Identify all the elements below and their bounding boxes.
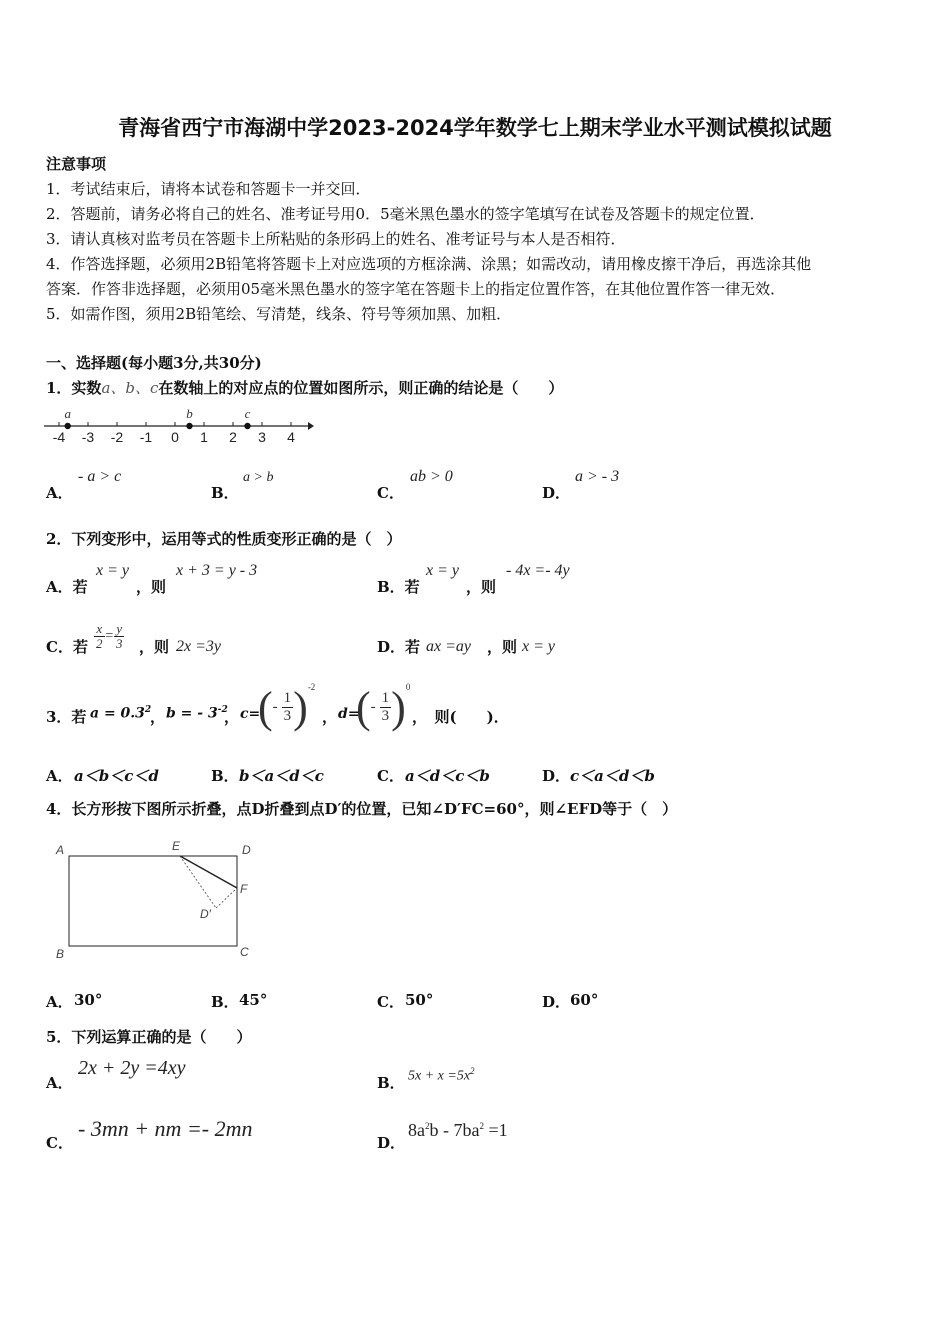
page-title: 青海省西宁市海湖中学2023-2024学年数学七上期末学业水平测试模拟试题 <box>118 116 832 140</box>
q1-option-b-label: B． <box>211 484 239 502</box>
q4-option-a-value: 30° <box>74 991 103 1009</box>
q4-option-d-value: 60° <box>570 991 599 1009</box>
point-label-b: b <box>186 406 193 421</box>
q1-option-a-label: A． <box>46 484 73 502</box>
q3-option-b-expr: b＜a＜d＜c <box>239 767 324 785</box>
q3-b-def: b = - $3^{-2}$ <box>166 705 228 722</box>
q2-option-a-then: ，则 <box>136 578 167 596</box>
q4-option-b-value: 45° <box>239 991 268 1009</box>
q3-option-d-expr: c＜a＜d＜b <box>570 767 655 785</box>
q2-option-c-then: ，则 <box>139 638 170 656</box>
q1-stem: 1．实数a、b、c在数轴上的对应点的位置如图所示，则正确的结论是（ ） <box>46 379 564 397</box>
label-a: A <box>56 843 65 857</box>
q3-stem-lead: 3．若 <box>46 708 87 726</box>
tick-label: 4 <box>287 429 295 445</box>
notice-item: 4．作答选择题，必须用2B铅笔将答题卡上对应选项的方框涂满、涂黑；如需改动，请用橡皮擦干净后，再选涂其他 <box>46 255 812 273</box>
q3-option-c-label: C． <box>377 767 404 785</box>
q5-option-a-expr: 2x + 2y =4xy <box>78 1057 186 1079</box>
q3-separator: ， <box>150 708 166 726</box>
q2-option-b-then: ，则 <box>466 578 497 596</box>
tick-label: -3 <box>81 429 95 445</box>
label-d: D <box>242 843 251 857</box>
q5-option-a-label: A． <box>46 1074 73 1092</box>
label-e: E <box>172 839 181 853</box>
q2-option-b-result: - 4x =- 4y <box>506 562 570 579</box>
notice-item: 5．如需作图，须用2B铅笔绘、写清楚，线条、符号等须加黑、加粗． <box>46 305 512 323</box>
q2-option-b-cond: x = y <box>426 562 459 579</box>
q1-option-c-label: C． <box>377 484 404 502</box>
q1-option-d-label: D． <box>542 484 571 502</box>
tick-label: -2 <box>110 429 124 445</box>
q5-option-d-expr: $8a^2b - 7ba^2 =1$ <box>408 1120 508 1140</box>
tick-label: 1 <box>200 429 208 445</box>
q4-option-a-label: A． <box>46 993 73 1011</box>
q4-option-c-value: 50° <box>405 991 434 1009</box>
q5-option-b-label: B． <box>377 1074 405 1092</box>
q2-option-b-label: B．若 <box>377 578 420 596</box>
notice-item: 1．考试结束后，请将本试卷和答题卡一并交回． <box>46 180 371 198</box>
q3-separator: ， <box>224 708 240 726</box>
point-label-a: a <box>64 406 71 421</box>
notice-item: 2．答题前，请务必将自己的姓名、准考证号用0．5毫米黑色墨水的签字笔填写在试卷及答题卡的规定位置． <box>46 205 765 223</box>
q4-option-d-label: D． <box>542 993 571 1011</box>
point-c <box>244 423 250 429</box>
q5-option-c-label: C． <box>46 1134 73 1152</box>
rectangle-fold-figure <box>50 836 270 966</box>
q3-separator: ， <box>322 708 338 726</box>
number-line <box>42 398 317 448</box>
q2-option-a-result: x + 3 = y - 3 <box>176 562 258 579</box>
notice-item: 3．请认真核对监考员在答题卡上所粘贴的条形码上的姓名、准考证号与本人是否相符． <box>46 230 626 248</box>
q5-option-c-expr: - 3mn + nm =- 2mn <box>78 1116 253 1141</box>
q2-option-a-label: A．若 <box>46 578 88 596</box>
q3-option-c-expr: a＜d＜c＜b <box>405 767 490 785</box>
q3-option-b-label: B． <box>211 767 239 785</box>
q2-option-d-label: D．若 <box>377 638 421 656</box>
q4-option-c-label: C． <box>377 993 404 1011</box>
label-c: C <box>240 945 249 959</box>
label-f: F <box>240 882 248 896</box>
point-b <box>186 423 192 429</box>
q3-option-d-label: D． <box>542 767 571 785</box>
q1-option-a-expr: - a > c <box>78 468 122 485</box>
q1-option-c-expr: ab > 0 <box>410 468 453 485</box>
q1-option-b-expr: a > b <box>243 470 274 485</box>
q4-stem: 4．长方形按下图所示折叠，点D折叠到点D′的位置，已知∠D′FC=60°，则∠EFD等于（ ） <box>46 800 678 818</box>
q1-option-d-expr: a > - 3 <box>575 468 620 485</box>
label-d-prime: D′ <box>200 907 211 921</box>
q2-option-d-cond: ax =ay <box>426 638 471 655</box>
q3-option-a-label: A． <box>46 767 73 785</box>
q2-stem: 2．下列变形中，运用等式的性质变形正确的是（ ） <box>46 530 402 548</box>
q2-option-d-then: ，则 <box>487 638 518 656</box>
tick-label: 2 <box>229 429 237 445</box>
point-label-c: c <box>244 406 251 421</box>
section-heading: 一、选择题(每小题3分,共30分) <box>46 354 262 372</box>
q3-a-def: $a = 0.3^2$ <box>90 705 152 722</box>
q5-option-d-label: D． <box>377 1134 406 1152</box>
q3-stem-tail: ， 则( )． <box>412 708 509 726</box>
tick-label: -4 <box>52 429 66 445</box>
q2-option-d-result: x = y <box>522 638 555 655</box>
notice-heading: 注意事项 <box>46 155 107 173</box>
tick-label: 0 <box>171 429 179 445</box>
q3-option-a-expr: a＜b＜c＜d <box>74 767 159 785</box>
tick-label: -1 <box>139 429 153 445</box>
point-a <box>65 423 71 429</box>
q5-option-b-expr: $5x + x =5x^2$ <box>408 1066 475 1084</box>
label-b: B <box>56 947 65 961</box>
tick-label: 3 <box>258 429 266 445</box>
q3-d-expr: (- $\frac{1}{3}$ )$^0$ <box>356 682 411 732</box>
q2-option-a-cond: x = y <box>96 562 129 579</box>
q3-c-def: c= <box>240 706 261 722</box>
q2-option-c-cond: $\frac{x}{2}$ = $\frac{y}{3}$ <box>96 621 123 651</box>
notice-item: 答案．作答非选择题，必须用05毫米黑色墨水的签字笔在答题卡上的指定位置作答，在其他位置作答一律无效． <box>46 280 786 298</box>
q3-d-def: d= <box>338 706 360 722</box>
q5-stem: 5．下列运算正确的是（ ） <box>46 1028 252 1046</box>
q2-option-c-result: 2x =3y <box>176 638 221 655</box>
q2-option-c-label: C．若 <box>46 638 88 656</box>
q4-option-b-label: B． <box>211 993 239 1011</box>
q3-c-expr: (- $\frac{1}{3}$ )$^{-2}$ <box>258 682 316 732</box>
